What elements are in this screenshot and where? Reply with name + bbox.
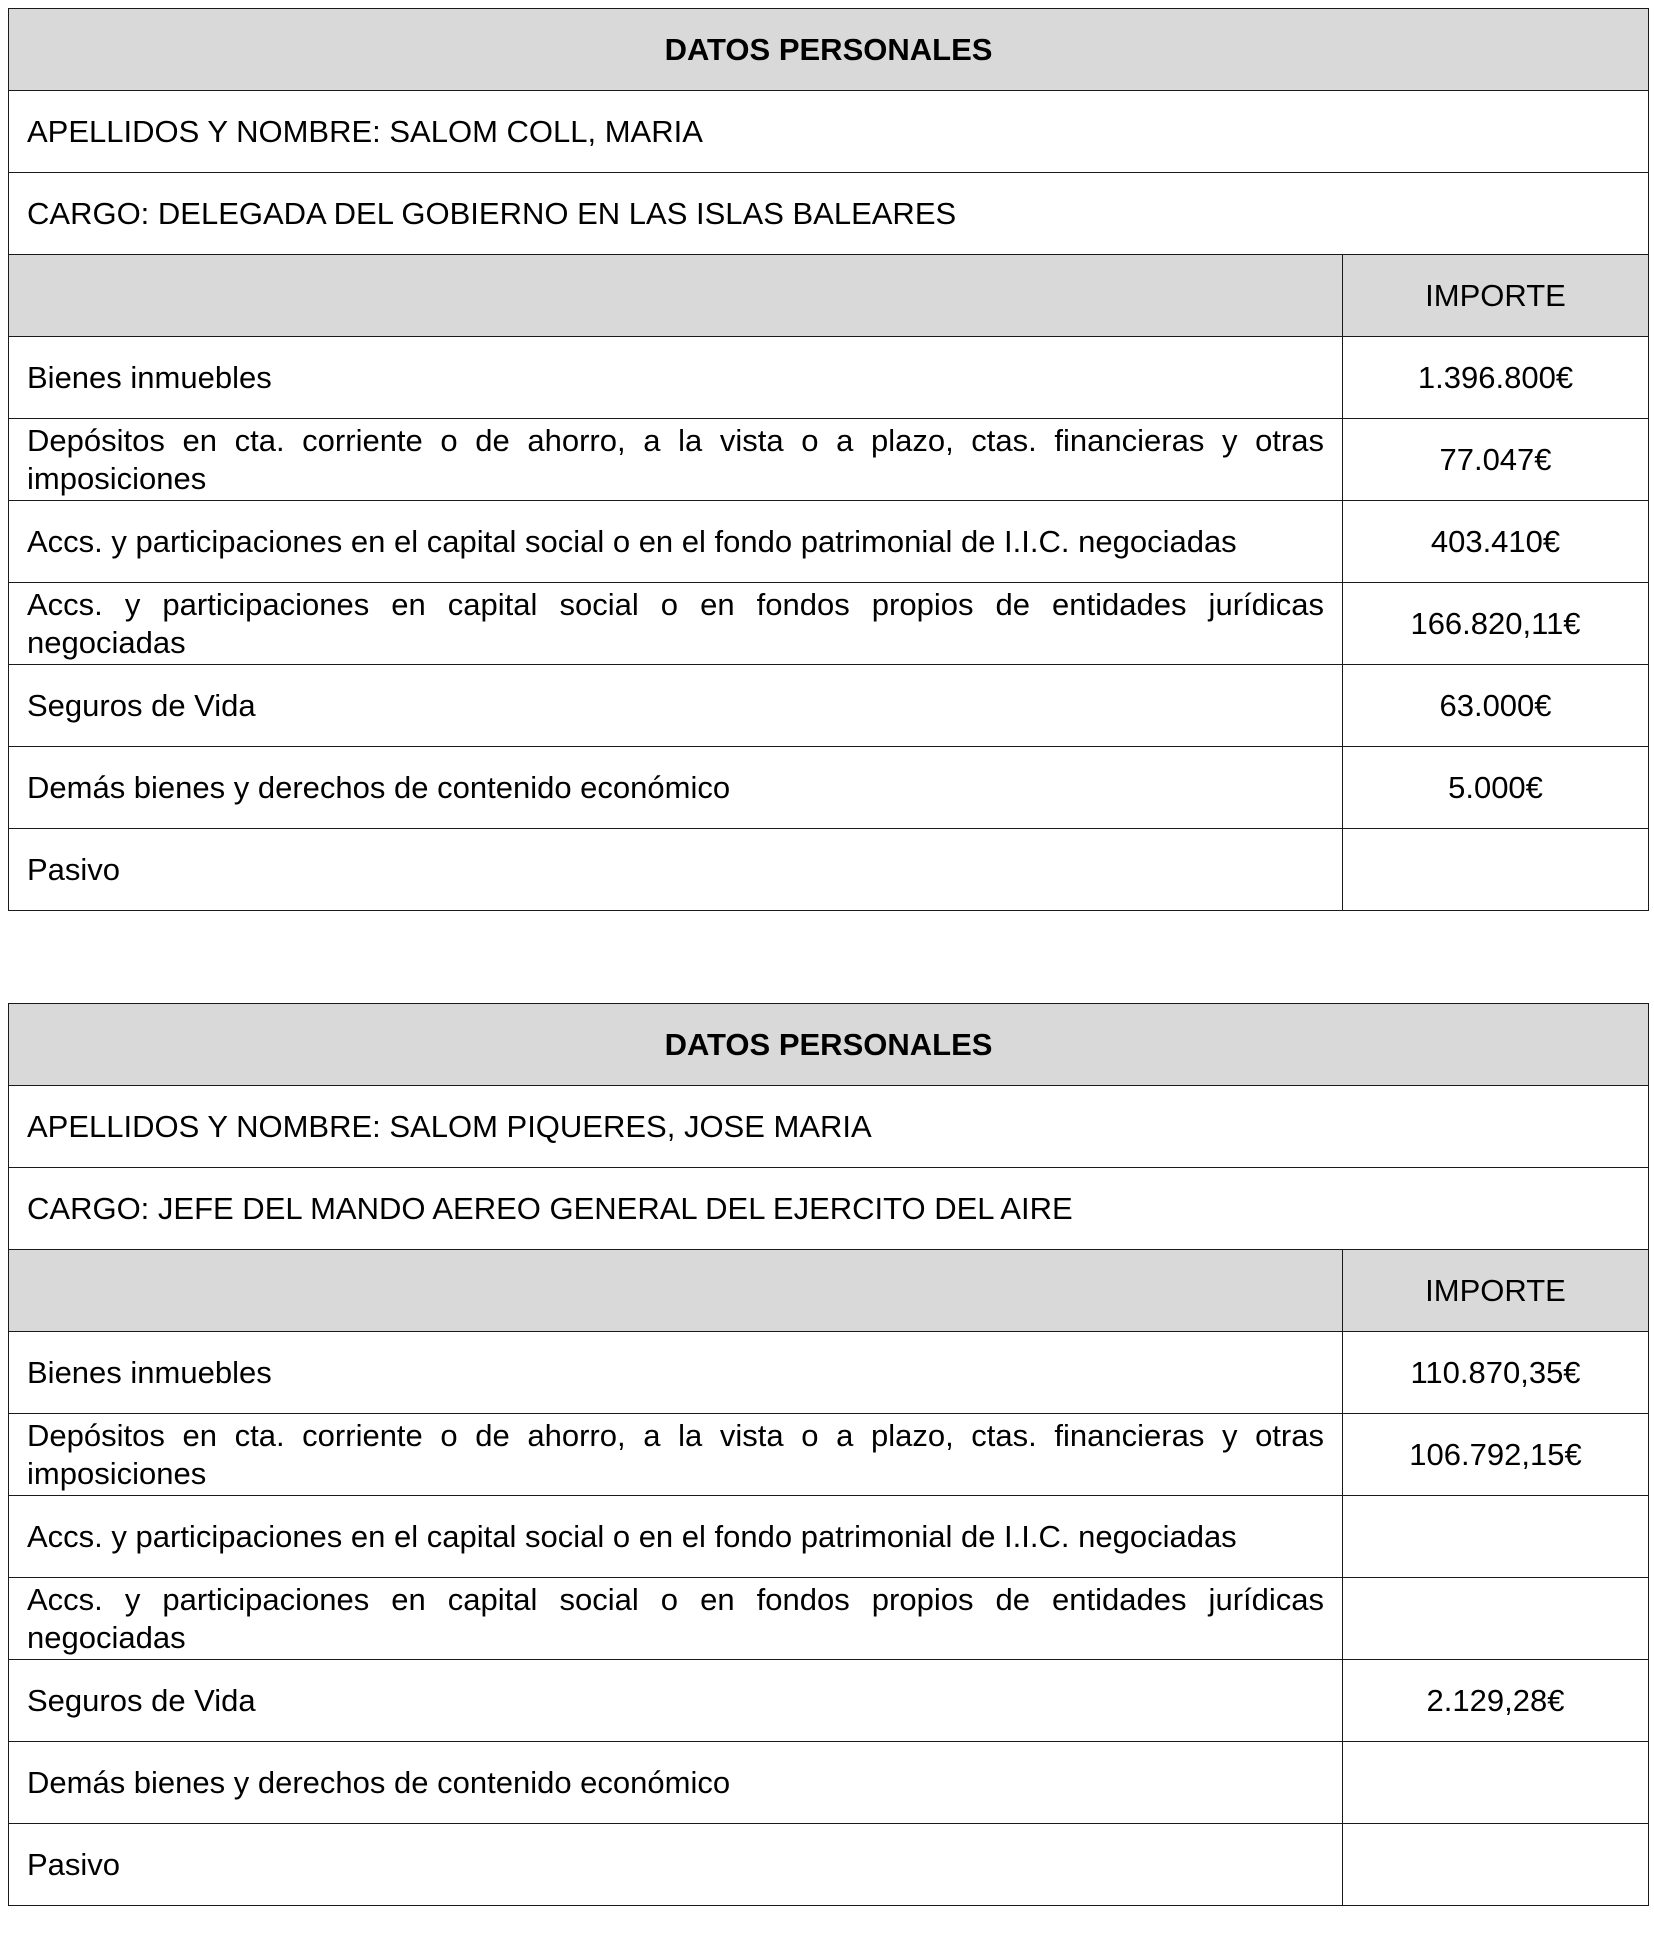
name-line: APELLIDOS Y NOMBRE: SALOM COLL, MARIA (9, 91, 1649, 173)
table-row (9, 337, 1649, 419)
amount-cell: 2.129,28€ (1343, 1660, 1649, 1742)
section-title: DATOS PERSONALES (9, 9, 1649, 91)
table-row (9, 1824, 1649, 1906)
amount-cell: 403.410€ (1343, 501, 1649, 583)
cargo-row (9, 1168, 1649, 1250)
concept-cell: Bienes inmuebles (9, 1332, 1343, 1414)
amount-header: IMPORTE (1343, 255, 1649, 337)
amount-cell (1343, 1578, 1649, 1660)
amount-cell (1343, 1496, 1649, 1578)
concept-cell: Seguros de Vida (9, 665, 1343, 747)
table-row (9, 1660, 1649, 1742)
concept-cell: Depósitos en cta. corriente o de ahorro, a la vista o a plazo, ctas. financieras y otras imposiciones (9, 419, 1343, 501)
concept-cell: Depósitos en cta. corriente o de ahorro, a la vista o a plazo, ctas. financieras y otras imposiciones (9, 1414, 1343, 1496)
title-row (9, 9, 1649, 91)
concept-cell: Accs. y participaciones en capital social o en fondos propios de entidades jurídicas negociadas (9, 1578, 1343, 1660)
table-row (9, 829, 1649, 911)
amount-cell (1343, 829, 1649, 911)
concept-header-cell (9, 1250, 1343, 1332)
declaration-table (8, 1003, 1649, 1906)
concept-header-cell (9, 255, 1343, 337)
amount-header: IMPORTE (1343, 1250, 1649, 1332)
table-row (9, 419, 1649, 501)
table-row (9, 1742, 1649, 1824)
name-row (9, 91, 1649, 173)
concept-cell: Demás bienes y derechos de contenido económico (9, 747, 1343, 829)
concept-cell: Accs. y participaciones en capital social o en fondos propios de entidades jurídicas negociadas (9, 583, 1343, 665)
concept-cell: Pasivo (9, 1824, 1343, 1906)
header-row (9, 1250, 1649, 1332)
amount-cell: 77.047€ (1343, 419, 1649, 501)
cargo-line: CARGO: DELEGADA DEL GOBIERNO EN LAS ISLAS BALEARES (9, 173, 1649, 255)
amount-cell: 166.820,11€ (1343, 583, 1649, 665)
amount-cell (1343, 1742, 1649, 1824)
declaration-table (8, 8, 1649, 911)
amount-cell (1343, 1824, 1649, 1906)
concept-cell: Bienes inmuebles (9, 337, 1343, 419)
amount-cell: 5.000€ (1343, 747, 1649, 829)
cargo-row (9, 173, 1649, 255)
table-row (9, 665, 1649, 747)
table-row (9, 1414, 1649, 1496)
amount-cell: 110.870,35€ (1343, 1332, 1649, 1414)
table-row (9, 501, 1649, 583)
amount-cell: 106.792,15€ (1343, 1414, 1649, 1496)
concept-cell: Accs. y participaciones en el capital social o en el fondo patrimonial de I.I.C. negociadas (9, 501, 1343, 583)
name-row (9, 1086, 1649, 1168)
section-title: DATOS PERSONALES (9, 1004, 1649, 1086)
table-row (9, 747, 1649, 829)
name-line: APELLIDOS Y NOMBRE: SALOM PIQUERES, JOSE MARIA (9, 1086, 1649, 1168)
table-row (9, 1496, 1649, 1578)
header-row (9, 255, 1649, 337)
amount-cell: 1.396.800€ (1343, 337, 1649, 419)
concept-cell: Seguros de Vida (9, 1660, 1343, 1742)
concept-cell: Demás bienes y derechos de contenido económico (9, 1742, 1343, 1824)
table-row (9, 583, 1649, 665)
concept-cell: Pasivo (9, 829, 1343, 911)
amount-cell: 63.000€ (1343, 665, 1649, 747)
cargo-line: CARGO: JEFE DEL MANDO AEREO GENERAL DEL EJERCITO DEL AIRE (9, 1168, 1649, 1250)
concept-cell: Accs. y participaciones en el capital social o en el fondo patrimonial de I.I.C. negociadas (9, 1496, 1343, 1578)
table-row (9, 1578, 1649, 1660)
title-row (9, 1004, 1649, 1086)
table-row (9, 1332, 1649, 1414)
